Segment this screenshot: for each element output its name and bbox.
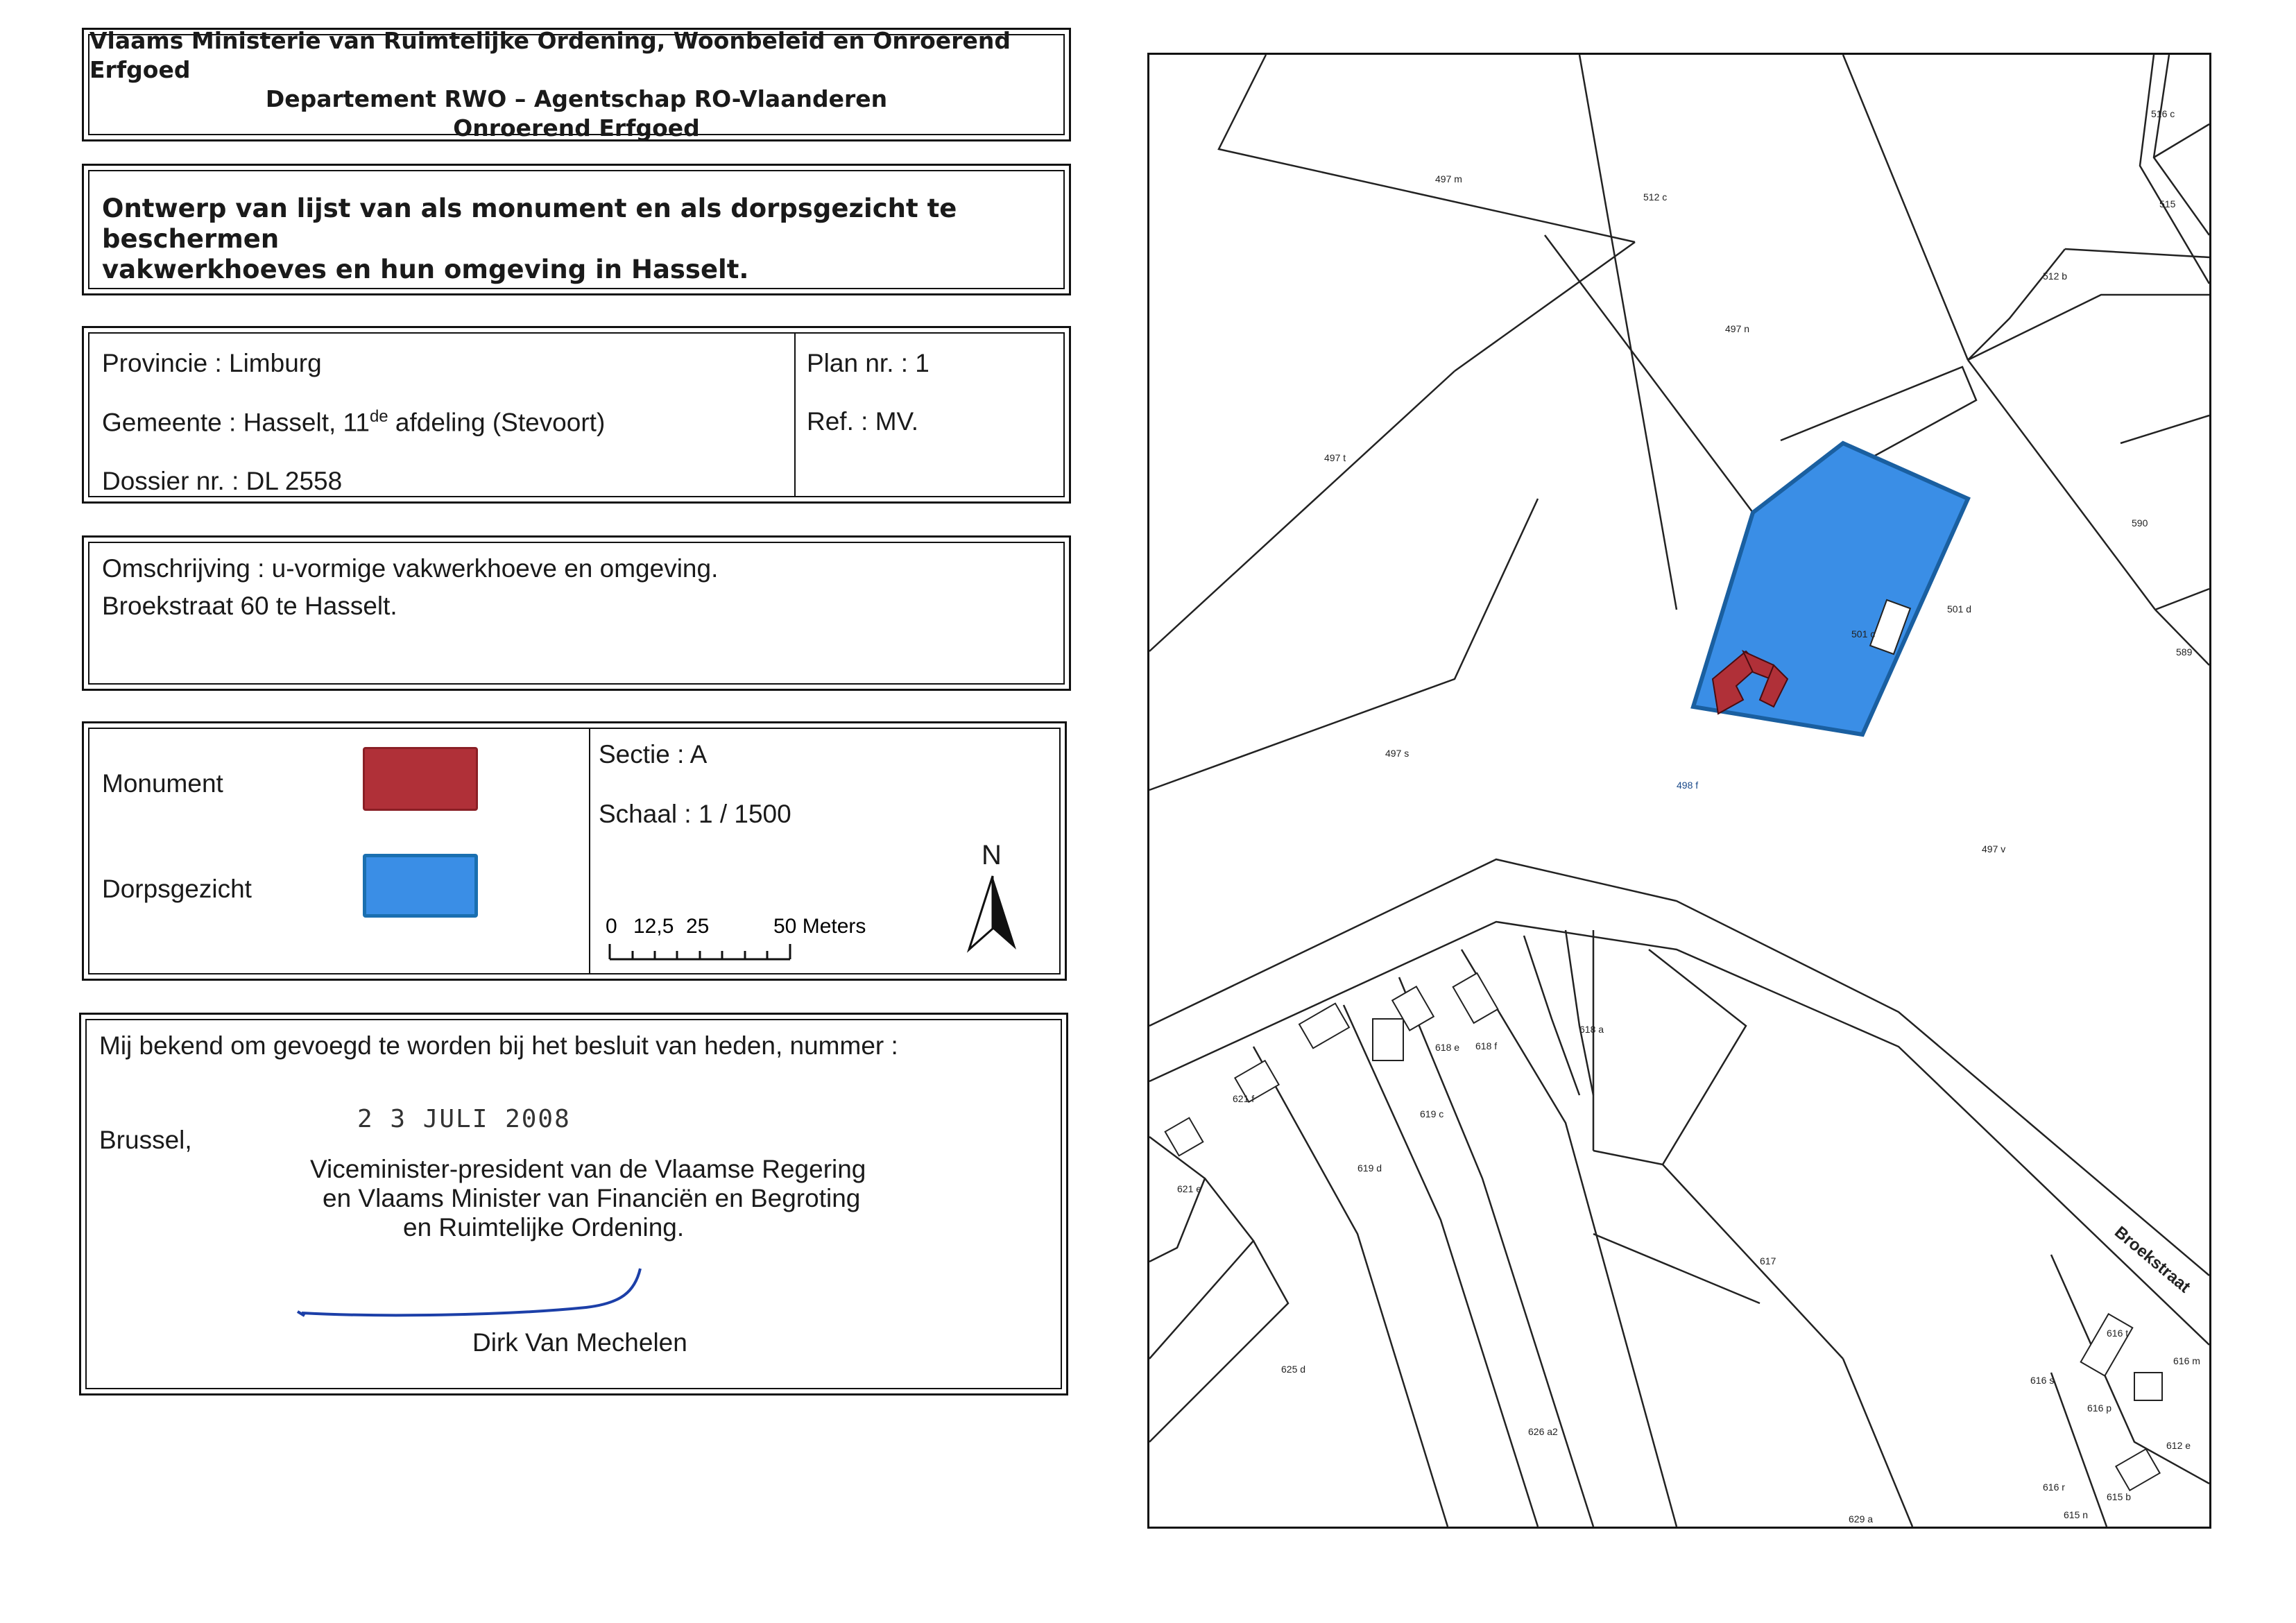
dorpsgezicht-swatch: [363, 854, 478, 918]
role-line-1: Viceminister-president van de Vlaamse Regering: [310, 1155, 866, 1183]
date-stamp: 2 3 JULI 2008: [357, 1105, 571, 1133]
title-line-2: vakwerkhoeves en hun omgeving in Hasselt.: [102, 255, 749, 284]
signatory-name: Dirk Van Mechelen: [472, 1328, 687, 1357]
parcel-616r: 616 r: [2043, 1482, 2065, 1493]
scale-ticks: [610, 944, 790, 959]
description-line-2: Broekstraat 60 te Hasselt.: [102, 592, 397, 620]
parcel-515: 515: [2159, 198, 2176, 209]
statement: Mij bekend om gevoegd te worden bij het besluit van heden, nummer :: [99, 1031, 898, 1060]
header-line-3: Onroerend Erfgoed: [453, 114, 700, 141]
schaal: Schaal : 1 / 1500: [599, 800, 791, 828]
parcel-618e: 618 e: [1435, 1042, 1460, 1053]
legend-dorpsgezicht-label: Dorpsgezicht: [102, 875, 252, 903]
parcel-497s: 497 s: [1385, 748, 1410, 759]
parcel-497t: 497 t: [1324, 452, 1346, 463]
parcel-512b: 512 b: [2043, 270, 2068, 282]
gemeente-sup: de: [369, 407, 388, 426]
parcel-629a: 629 a: [1849, 1513, 1874, 1525]
gemeente-prefix: Gemeente : Hasselt, 11: [102, 408, 370, 437]
parcel-621e: 621 e: [1177, 1183, 1202, 1194]
parcel-625d: 625 d: [1281, 1364, 1306, 1375]
gemeente: [102, 407, 605, 437]
header-line-1: Vlaams Ministerie van Ruimtelijke Ordening, Woonbeleid en Onroerend Erfgoed: [89, 27, 1011, 83]
parcel-516c: 516 c: [2151, 108, 2175, 119]
parcel-497v: 497 v: [1982, 843, 2006, 855]
buildings: [1165, 600, 2162, 1491]
parcel-501d: 501 d: [1947, 603, 1972, 615]
description-line-1: Omschrijving : u-vormige vakwerkhoeve en omgeving.: [102, 554, 719, 583]
plan-number: Plan nr. : 1: [807, 349, 929, 377]
parcel-616s: 616 s: [2030, 1375, 2055, 1386]
parcel-616t: 616 t: [2107, 1328, 2129, 1339]
scale-label-50: 50 Meters: [773, 915, 866, 938]
parcel-497n: 497 n: [1725, 323, 1750, 334]
scale-label-0: 0: [606, 915, 617, 938]
north-arrow-icon: [965, 873, 1020, 956]
role-line-3: en Ruimtelijke Ordening.: [403, 1213, 685, 1242]
legend-monument-label: Monument: [102, 769, 223, 798]
parcel-616m: 616 m: [2173, 1355, 2200, 1366]
ministry-header: [82, 28, 1071, 141]
parcel-617: 617: [1760, 1255, 1776, 1266]
parcel-501c: 501 c: [1851, 628, 1876, 639]
parcel-497m: 497 m: [1435, 173, 1462, 184]
cadastral-map: [1147, 53, 2211, 1529]
title-line-1: Ontwerp van lijst van als monument en als dorpsgezicht te beschermen: [102, 194, 957, 254]
role-line-2: en Vlaams Minister van Financiën en Begroting: [323, 1184, 861, 1212]
gemeente-suffix: afdeling (Stevoort): [388, 408, 606, 437]
map-canvas: [1149, 55, 2209, 1527]
provincie: Provincie : Limburg: [102, 349, 322, 377]
info-divider: [794, 334, 796, 496]
parcel-589: 589: [2176, 646, 2193, 658]
dossier-number: Dossier nr. : DL 2558: [102, 467, 343, 495]
parcel-612e: 612 e: [2166, 1440, 2191, 1451]
parcel-615n: 615 n: [2064, 1509, 2089, 1520]
parcel-512c: 512 c: [1643, 191, 1668, 203]
scale-label-25: 25: [686, 915, 710, 938]
header-line-2: Departement RWO – Agentschap RO-Vlaanderen: [265, 85, 888, 112]
parcel-619c: 619 c: [1420, 1108, 1444, 1119]
parcel-621f: 621 f: [1233, 1093, 1255, 1104]
sectie: Sectie : A: [599, 740, 708, 768]
parcel-618f: 618 f: [1475, 1040, 1498, 1051]
plan-title-box: [82, 164, 1071, 295]
signature-box: [79, 1013, 1068, 1396]
reference: Ref. : MV.: [807, 407, 919, 436]
parcel-590: 590: [2132, 517, 2148, 529]
city: Brussel,: [99, 1126, 192, 1154]
street-name-broekstraat: Broekstraat: [2111, 1222, 2194, 1297]
parcel-619d: 619 d: [1357, 1162, 1382, 1174]
parcel-615b: 615 b: [2107, 1491, 2132, 1502]
info-box: [82, 326, 1071, 504]
legend-box: [82, 721, 1067, 981]
legend-divider: [589, 729, 590, 973]
north-label: N: [982, 840, 1002, 870]
scale-bar: [603, 912, 866, 968]
scale-label-12-5: 12,5: [633, 915, 674, 938]
parcel-616p: 616 p: [2087, 1402, 2112, 1414]
parcel-618a: 618 a: [1579, 1024, 1604, 1035]
parcel-498f: 498 f: [1677, 780, 1699, 791]
description-box: [82, 535, 1071, 691]
monument-swatch: [363, 747, 478, 811]
parcel-626a2: 626 a2: [1528, 1426, 1558, 1437]
